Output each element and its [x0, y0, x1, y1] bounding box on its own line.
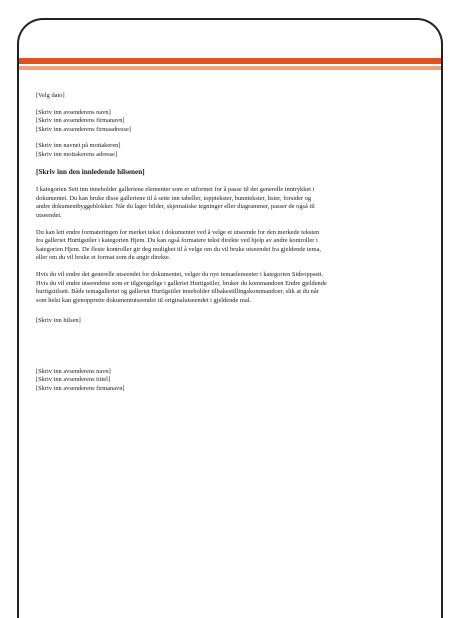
recipient-name-field[interactable]: [Skriv inn navnet på mottakeren]	[36, 142, 121, 150]
paragraph-line: hurtigstilsett. Både temagalleriet og galleriet Hurtigstiler inneholder tilbakestillingskommandoer, slik at du når	[36, 288, 319, 296]
date-field[interactable]: [Velg dato]	[36, 92, 65, 99]
signature-company-field[interactable]: [Skriv inn avsenderens firmanavn]	[36, 385, 125, 393]
sender-block	[36, 109, 382, 135]
body-paragraph-2[interactable]	[36, 229, 382, 263]
letter-body	[36, 92, 382, 402]
paragraph-line: som helst kan gjenopprette dokumentutseendet til originalutseendet i gjeldende mal.	[36, 296, 252, 304]
closing-block	[36, 317, 382, 326]
paragraph-line: dokumentet. Du kan bruke disse galleriene til å sette inn tabeller, topptekster, bunntekster, lister, forsider og	[36, 194, 312, 202]
header-band-dark	[19, 58, 441, 64]
signature-title-field[interactable]: [Skriv inn avsenderens tittel]	[36, 376, 111, 384]
paragraph-line: I kategorien Sett inn inneholder galleriene elementer som er utformet for å passe til det generelle inntrykket i	[36, 186, 315, 194]
signature-block	[36, 368, 382, 394]
sender-name-field[interactable]: [Skriv inn avsenderens navn]	[36, 108, 111, 116]
paragraph-line: Du kan lett endre formateringen for merket tekst i dokumentet ved å velge et utseende for den merkede teksten	[36, 228, 320, 236]
paragraph-line: fra galleriet Hurtigstiler i kategorien Hjem. Du kan også formatere tekst direkte ved hjelp av andre kontroller i	[36, 237, 318, 245]
body-paragraph-3[interactable]	[36, 271, 382, 305]
header-band-light	[19, 66, 441, 70]
recipient-block	[36, 142, 382, 159]
paragraph-line: utseendet.	[36, 211, 62, 219]
signature-name-field[interactable]: [Skriv inn avsenderens navn]	[36, 367, 111, 375]
paragraph-line: Hvis du vil endre utseendene som er tilgjengelige i galleriet Hurtigstiler, bruker du kommandoen Endre gjeldende	[36, 279, 327, 287]
paragraph-line: Hvis du vil endre det generelle utseendet for dokumentet, velger du nye temaelementer i kategorien Sideoppsett.	[36, 270, 324, 278]
recipient-address-field[interactable]: [Skriv inn mottakerens adresse]	[36, 150, 118, 158]
closing-field[interactable]: [Skriv inn hilsen]	[36, 317, 81, 325]
sender-company-field[interactable]: [Skriv inn avsenderens firmanavn]	[36, 117, 125, 125]
sender-address-field[interactable]: [Skriv inn avsenderens firmaadresse]	[36, 125, 131, 133]
paragraph-line: kategorien Hjem. De fleste kontroller gir deg mulighet til å velge om du vil bruke utseendet fra gjeldende tema,	[36, 245, 322, 253]
paragraph-line: andre dokumentbyggeblokker. Når du lager bilder, skjematiske tegninger eller diagrammer, passer de også til	[36, 203, 315, 211]
paragraph-line: eller om du vil bruke et format som du angir direkte.	[36, 254, 171, 262]
body-paragraph-1[interactable]	[36, 186, 382, 220]
salutation-field[interactable]: [Skriv inn den innledende hilsenen]	[36, 167, 145, 176]
date-block	[36, 92, 382, 101]
